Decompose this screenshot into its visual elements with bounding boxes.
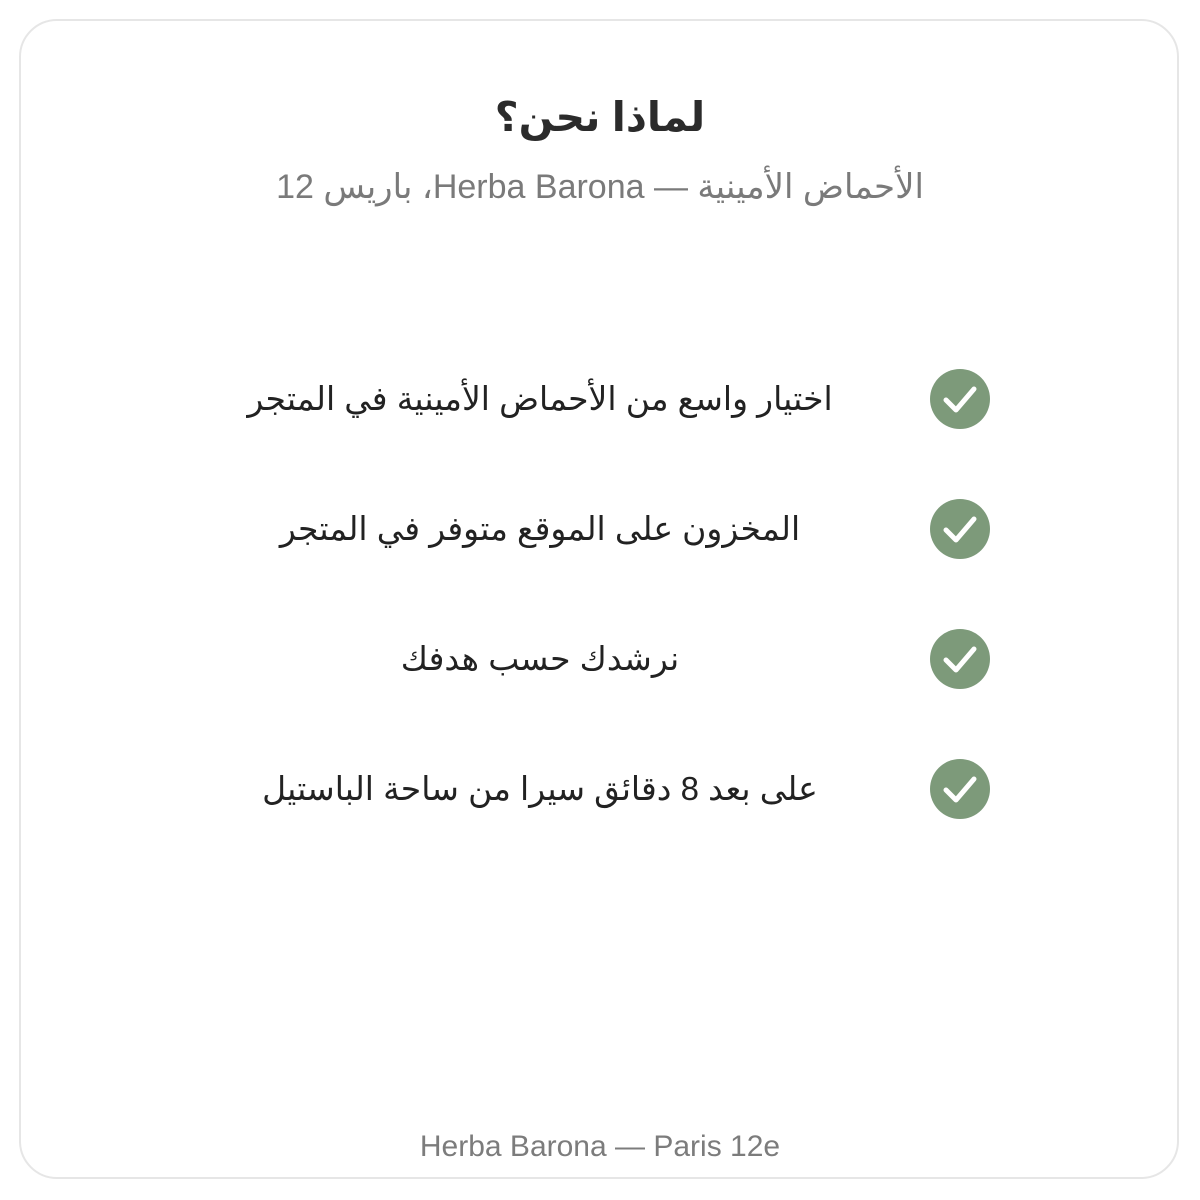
feature-text: اختيار واسع من الأحماض الأمينية في المتجر xyxy=(247,380,833,417)
feature-item xyxy=(0,758,1200,820)
feature-text: المخزون على الموقع متوفر في المتجر xyxy=(279,510,801,547)
check-circle-icon xyxy=(929,498,991,560)
page-title: لماذا نحن؟ xyxy=(494,94,706,140)
check-circle-icon xyxy=(929,368,991,430)
footer-text: Herba Barona — Paris 12e xyxy=(419,1130,781,1163)
feature-item xyxy=(0,368,1200,430)
feature-item xyxy=(0,628,1200,690)
feature-text: على بعد 8 دقائق سيرا من ساحة الباستيل xyxy=(262,770,818,807)
check-circle-icon xyxy=(929,628,991,690)
feature-text: نرشدك حسب هدفك xyxy=(400,640,680,677)
page-subtitle: الأحماض الأمينية — Herba Barona، باريس 12 xyxy=(276,168,924,206)
check-circle-icon xyxy=(929,758,991,820)
feature-item xyxy=(0,498,1200,560)
